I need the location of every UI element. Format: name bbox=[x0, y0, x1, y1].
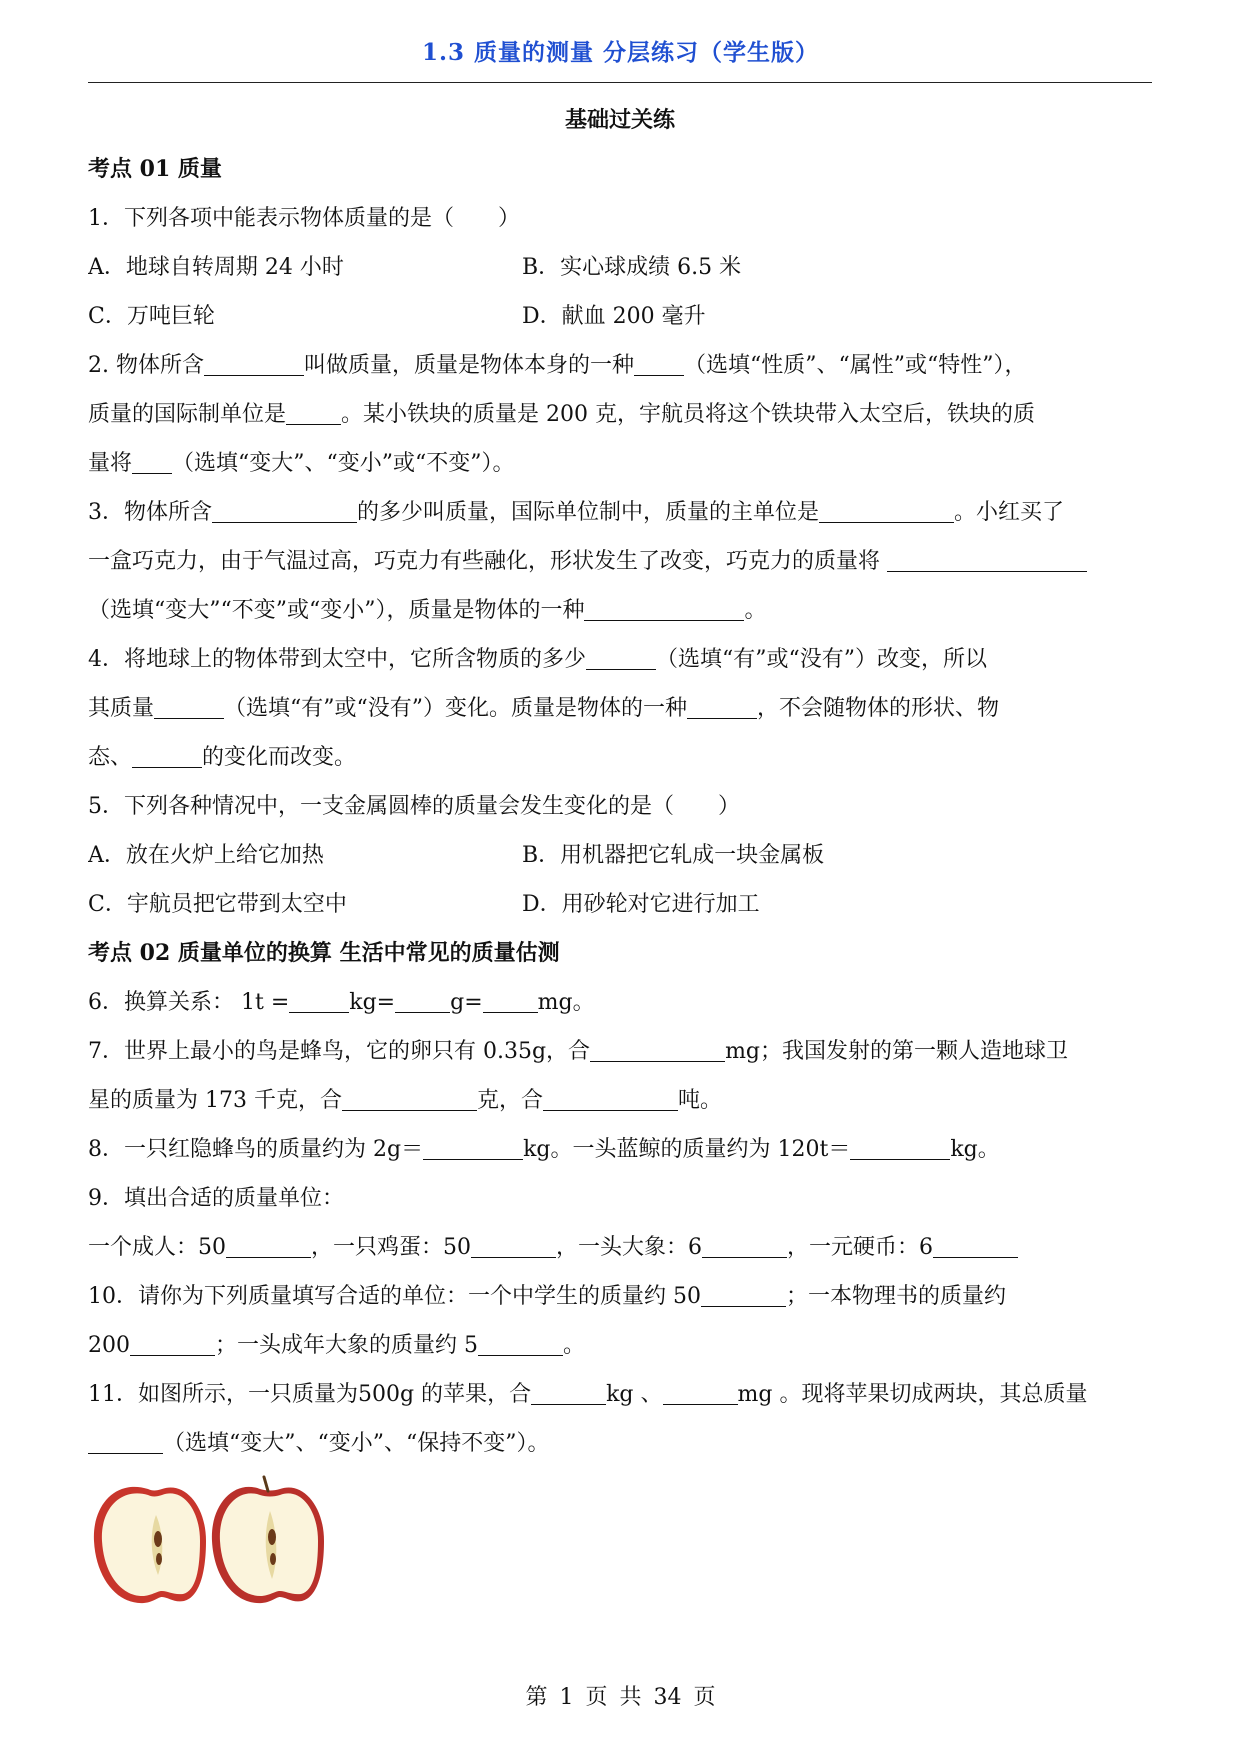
q8-text: kg。 bbox=[950, 1137, 1000, 1162]
q3-text: 一盒巧克力，由于气温过高，巧克力有些融化，形状发生了改变，巧克力的质量将 bbox=[88, 549, 881, 574]
q1-option-c[interactable]: C．万吨巨轮 bbox=[88, 304, 215, 329]
q1-options-ab bbox=[88, 243, 1152, 292]
q3-blank-4[interactable] bbox=[584, 598, 744, 621]
q11-text: mg 。现将苹果切成两块，其总质量 bbox=[737, 1382, 1088, 1407]
q2-blank-3[interactable] bbox=[286, 402, 341, 425]
footer-page-number: 1 bbox=[559, 1685, 574, 1710]
q5-options-ab bbox=[88, 831, 1152, 880]
q4-line3 bbox=[88, 733, 1152, 782]
page-footer bbox=[0, 1680, 1241, 1711]
q4-blank-4[interactable] bbox=[132, 745, 202, 768]
q2-line2 bbox=[88, 390, 1152, 439]
q9-text: 一个成人：50 bbox=[88, 1235, 226, 1260]
q1-stem: 1．下列各项中能表示物体质量的是（ ） bbox=[88, 206, 520, 231]
q5-stem: 5．下列各种情况中，一支金属圆棒的质量会发生变化的是（ ） bbox=[88, 794, 740, 819]
q3-text: 。小红买了 bbox=[954, 500, 1065, 525]
q2-text: 。某小铁块的质量是 200 克，宇航员将这个铁块带入太空后，铁块的质 bbox=[341, 402, 1035, 427]
apple-halves-figure bbox=[88, 1475, 328, 1615]
q3-text: （选填“变大”“不变”或“变小”），质量是物体的一种 bbox=[88, 598, 585, 623]
q11-text: （选填“变大”、“变小”、“保持不变”）。 bbox=[163, 1431, 550, 1456]
q3-line3 bbox=[88, 586, 1152, 635]
kp1-title: 考点 01 质量 bbox=[88, 156, 222, 182]
q2-text: 2. 物体所含 bbox=[88, 353, 204, 378]
q4-text: ，不会随物体的形状、物 bbox=[757, 696, 1000, 721]
q10-text: 10．请你为下列质量填写合适的单位：一个中学生的质量约 50 bbox=[88, 1284, 701, 1309]
footer-text: 共 bbox=[619, 1685, 642, 1710]
q2-blank-2[interactable] bbox=[634, 353, 684, 376]
q8-line bbox=[88, 1125, 1152, 1174]
q10-blank-1[interactable] bbox=[701, 1284, 786, 1307]
footer-text: 页 bbox=[693, 1685, 716, 1710]
q4-text: 的变化而改变。 bbox=[202, 745, 357, 770]
q8-blank-2[interactable] bbox=[850, 1137, 950, 1160]
q4-line2 bbox=[88, 684, 1152, 733]
q6-line bbox=[88, 978, 1152, 1027]
q7-text: 7．世界上最小的鸟是蜂鸟，它的卵只有 0.35g，合 bbox=[88, 1039, 591, 1064]
q5-option-c[interactable]: C．宇航员把它带到太空中 bbox=[88, 892, 347, 917]
q7-text: 星的质量为 173 千克，合 bbox=[88, 1088, 342, 1113]
q4-text: 态、 bbox=[88, 745, 133, 770]
q5-option-b[interactable]: B．用机器把它轧成一块金属板 bbox=[522, 843, 825, 868]
section-title: 基础过关练 bbox=[564, 107, 675, 133]
q3-line1 bbox=[88, 488, 1152, 537]
q1-options-cd bbox=[88, 292, 1152, 341]
q7-text: 吨。 bbox=[678, 1088, 723, 1113]
q1-option-d[interactable]: D．献血 200 毫升 bbox=[522, 304, 706, 329]
q2-blank-4[interactable] bbox=[132, 451, 172, 474]
q2-text: （选填“性质”、“属性”或“特性”）， bbox=[684, 353, 1027, 378]
q6-text: mg。 bbox=[537, 990, 595, 1015]
q5-option-d[interactable]: D．用砂轮对它进行加工 bbox=[522, 892, 760, 917]
q9-text: ，一元硬币：6 bbox=[787, 1235, 933, 1260]
q3-text: 。 bbox=[744, 598, 767, 623]
document-body bbox=[88, 96, 1152, 1468]
apple-half-left bbox=[94, 1487, 206, 1603]
q9-line bbox=[88, 1223, 1152, 1272]
footer-text: 第 bbox=[525, 1685, 548, 1710]
q4-text: （选填“有”或“没有”）变化。质量是物体的一种 bbox=[224, 696, 688, 721]
q7-blank-1[interactable] bbox=[590, 1039, 725, 1062]
q11-blank-3[interactable] bbox=[88, 1431, 163, 1454]
q11-blank-1[interactable] bbox=[531, 1382, 606, 1405]
q10-blank-2[interactable] bbox=[130, 1333, 215, 1356]
q8-text: kg。一头蓝鲸的质量约为 120t＝ bbox=[523, 1137, 851, 1162]
q6-text: 6．换算关系： 1t = bbox=[88, 990, 290, 1015]
q10-line2 bbox=[88, 1321, 1152, 1370]
q7-blank-2[interactable] bbox=[342, 1088, 477, 1111]
q9-stem: 9．填出合适的质量单位： bbox=[88, 1186, 344, 1211]
q4-text: （选填“有”或“没有”）改变，所以 bbox=[656, 647, 987, 672]
q2-text: （选填“变大”、“变小”或“不变”）。 bbox=[172, 451, 515, 476]
kp2-title: 考点 02 质量单位的换算 生活中常见的质量估测 bbox=[88, 940, 560, 966]
q10-blank-3[interactable] bbox=[478, 1333, 563, 1356]
q11-text: 11．如图所示，一只质量为500g 的苹果，合 bbox=[88, 1382, 532, 1407]
q3-blank-3[interactable] bbox=[887, 549, 1087, 572]
q6-blank-1[interactable] bbox=[289, 990, 349, 1013]
q4-line1 bbox=[88, 635, 1152, 684]
q1-option-b[interactable]: B．实心球成绩 6.5 米 bbox=[522, 255, 742, 280]
q10-text: ；一本物理书的质量约 bbox=[785, 1284, 1006, 1309]
q7-line1 bbox=[88, 1027, 1152, 1076]
q4-text: 4．将地球上的物体带到太空中，它所含物质的多少 bbox=[88, 647, 586, 672]
q6-blank-3[interactable] bbox=[483, 990, 538, 1013]
q3-line2 bbox=[88, 537, 1152, 586]
q3-blank-2[interactable] bbox=[819, 500, 954, 523]
q9-blank-2[interactable] bbox=[471, 1235, 556, 1258]
q4-text: 其质量 bbox=[88, 696, 155, 721]
q9-blank-3[interactable] bbox=[702, 1235, 787, 1258]
apple-half-right bbox=[212, 1477, 324, 1603]
q2-text: 量将 bbox=[88, 451, 133, 476]
q4-blank-2[interactable] bbox=[154, 696, 224, 719]
q8-blank-1[interactable] bbox=[423, 1137, 523, 1160]
q6-text: kg= bbox=[349, 990, 396, 1015]
q3-blank-1[interactable] bbox=[212, 500, 357, 523]
q9-blank-4[interactable] bbox=[933, 1235, 1018, 1258]
q7-text: mg；我国发射的第一颗人造地球卫 bbox=[725, 1039, 1069, 1064]
q4-blank-1[interactable] bbox=[586, 647, 656, 670]
q3-text: 的多少叫质量，国际单位制中，质量的主单位是 bbox=[357, 500, 820, 525]
q7-text: 克，合 bbox=[476, 1088, 543, 1113]
q8-text: 8．一只红隐蜂鸟的质量约为 2g＝ bbox=[88, 1137, 424, 1162]
q7-line2 bbox=[88, 1076, 1152, 1125]
q11-blank-2[interactable] bbox=[663, 1382, 738, 1405]
q9-blank-1[interactable] bbox=[226, 1235, 311, 1258]
q9-text: ，一只鸡蛋：50 bbox=[311, 1235, 471, 1260]
q11-line1 bbox=[88, 1370, 1152, 1419]
q2-text: 质量的国际制单位是 bbox=[88, 402, 287, 427]
q11-line2 bbox=[88, 1419, 1152, 1468]
q11-text: kg 、 bbox=[606, 1382, 663, 1407]
page-title: 1.3 质量的测量 分层练习（学生版） bbox=[421, 39, 820, 66]
q10-line1 bbox=[88, 1272, 1152, 1321]
q2-blank-1[interactable] bbox=[204, 353, 304, 376]
q3-text: 3．物体所含 bbox=[88, 500, 212, 525]
q2-line1 bbox=[88, 341, 1152, 390]
q9-text: ，一头大象：6 bbox=[556, 1235, 702, 1260]
q5-options-cd bbox=[88, 880, 1152, 929]
q7-blank-3[interactable] bbox=[543, 1088, 678, 1111]
footer-text: 页 bbox=[585, 1685, 608, 1710]
q4-blank-3[interactable] bbox=[687, 696, 757, 719]
q2-line3 bbox=[88, 439, 1152, 488]
header-divider bbox=[88, 82, 1152, 83]
q5-option-a[interactable]: A．放在火炉上给它加热 bbox=[88, 843, 324, 868]
q6-blank-2[interactable] bbox=[395, 990, 450, 1013]
q10-text: 200 bbox=[88, 1333, 130, 1358]
q2-text: 叫做质量，质量是物体本身的一种 bbox=[303, 353, 634, 378]
q1-option-a[interactable]: A．地球自转周期 24 小时 bbox=[88, 255, 344, 280]
q6-text: g= bbox=[450, 990, 483, 1015]
q10-text: ；一头成年大象的质量约 5 bbox=[215, 1333, 478, 1358]
q10-text: 。 bbox=[563, 1333, 586, 1358]
footer-total-pages: 34 bbox=[653, 1685, 682, 1710]
